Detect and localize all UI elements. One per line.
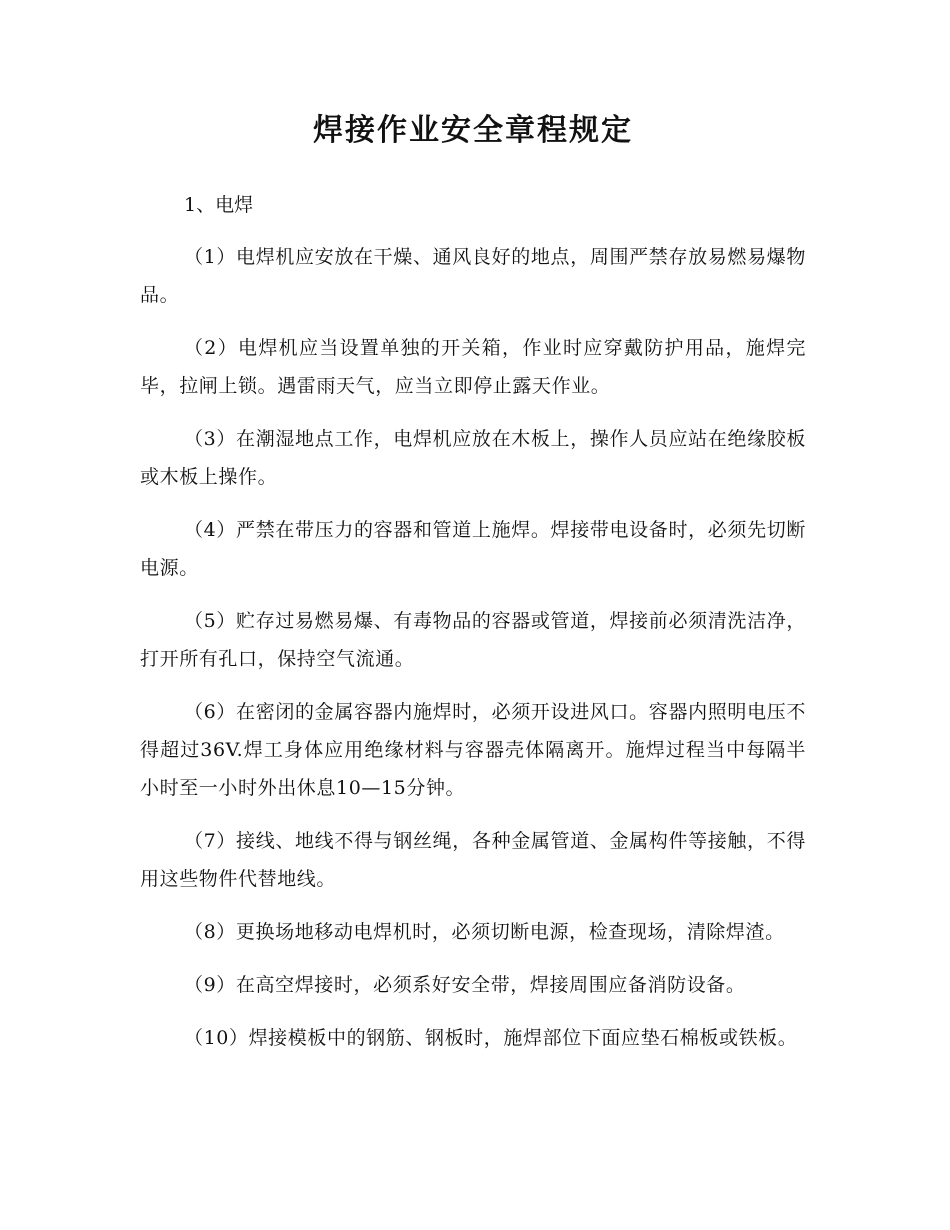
paragraph-1: （1）电焊机应安放在干燥、通风良好的地点，周围严禁存放易燃易爆物品。: [140, 246, 806, 306]
document-title: 焊接作业安全章程规定: [313, 113, 633, 148]
paragraph-10: （10）焊接模板中的钢筋、钢板时，施焊部位下面应垫石棉板或铁板。: [184, 1027, 798, 1049]
paragraph-7: （7）接线、地线不得与钢丝绳，各种金属管道、金属构件等接触，不得用这些物件代替地线。: [140, 830, 806, 890]
document-page: [140, 108, 806, 1072]
paragraph-5: （5）贮存过易燃易爆、有毒物品的容器或管道，焊接前必须清洗洁净，打开所有孔口，保持空气流通。: [140, 610, 806, 670]
paragraph-9: （9）在高空焊接时，必须系好安全带，焊接周围应备消防设备。: [184, 974, 746, 996]
paragraph-8: （8）更换场地移动电焊机时，必须切断电源，检查现场，清除焊渣。: [184, 921, 785, 943]
paragraph-4: （4）严禁在带压力的容器和管道上施焊。焊接带电设备时，必须先切断电源。: [140, 519, 806, 579]
paragraph-2: （2）电焊机应当设置单独的开关箱，作业时应穿戴防护用品，施焊完毕，拉闸上锁。遇雷雨天气，应当立即停止露天作业。: [140, 337, 806, 397]
paragraph-3: （3）在潮湿地点工作，电焊机应放在木板上，操作人员应站在绝缘胶板或木板上操作。: [140, 428, 806, 488]
paragraph-6: （6）在密闭的金属容器内施焊时，必须开设进风口。容器内照明电压不得超过36V.焊工身体应用绝缘材料与容器壳体隔离开。施焊过程当中每隔半小时至一小时外出休息10—15分钟。: [140, 701, 806, 799]
section-heading: 1、电焊: [184, 194, 254, 216]
